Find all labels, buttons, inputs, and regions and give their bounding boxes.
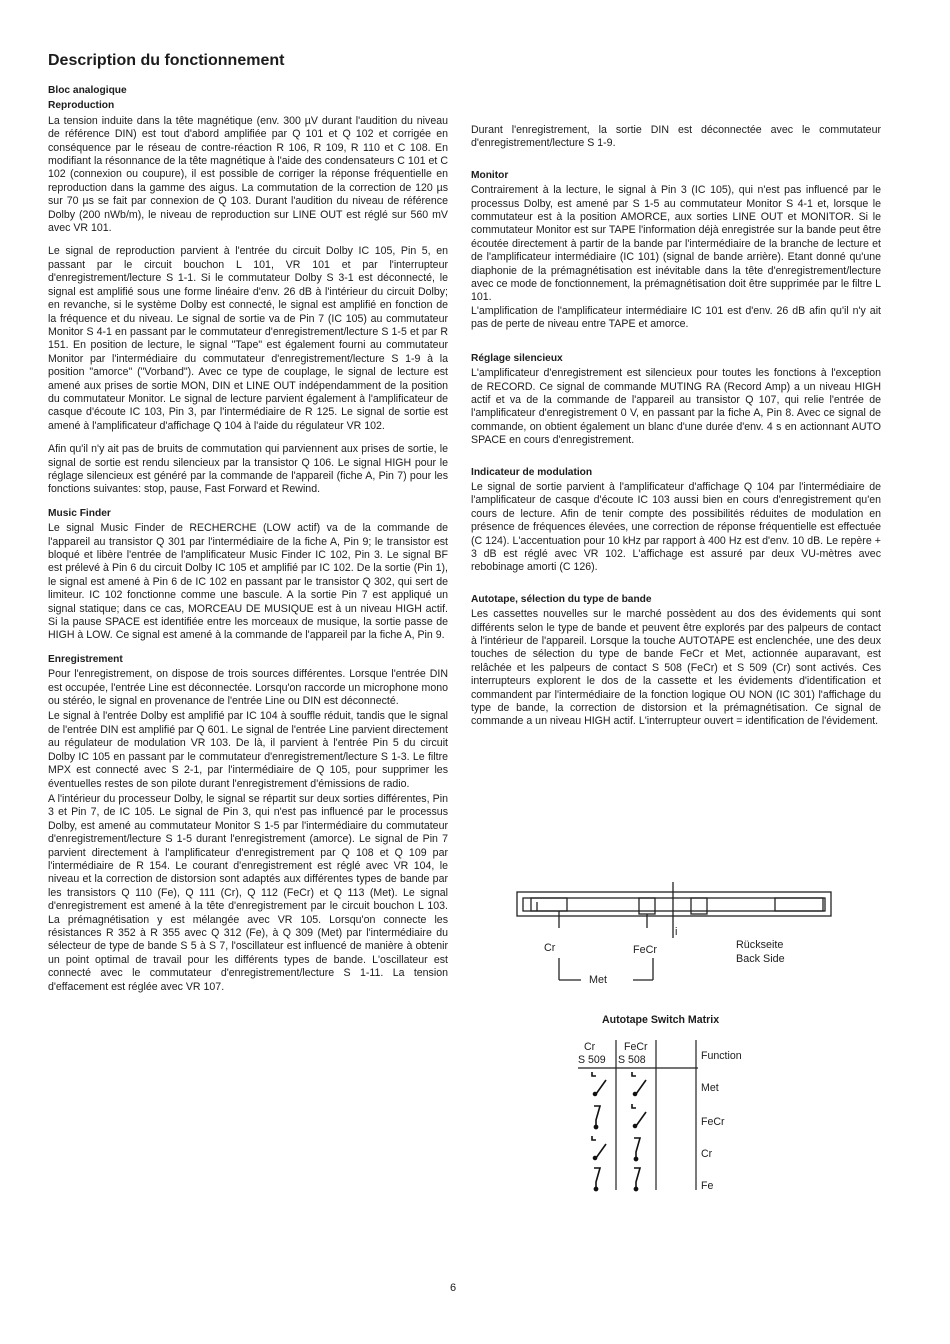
paragraph: L'amplificateur d'enregistrement est silencieux pour toutes les fonctions à l'exception de RECORD. Ce signal de commande MUTING RA (Record Amp) a un niveau HIGH actif et va de la commande de l'appareil au transistor Q 107, qui relie l'entrée de l'amplificateur d'enregistrement 0 V, en passant par la fiche A, Pin 8. Avec ce signal de commande, on obtient également un blanc d'une durée d'env. 4 s en actionnant AUTO SPACE en cours d'enregistrement. (471, 367, 881, 447)
sub-heading-monitor: Monitor (471, 169, 509, 181)
switch-symbols (592, 1072, 646, 1191)
paragraph: Le signal de sortie parvient à l'amplificateur d'affichage Q 104 par l'intermédiaire de l'amplificateur de casque d'écoute IC 103 aussi bien en cours d'enregistrement qu'en cours de lecture. Afin de tenir compte des possibilités réduites de modulation en présence de fréquences élevées, une correction de réponse fréquentielle est effectuée (C 124). L'accentuation pour 10 kHz par rapport à 400 Hz est d'env. 10 dB. Le repère + 3 dB est réglé avec VR 102. L'affichage est assuré par deux VU-mètres avec rebobinage amorti (C 126). (471, 480, 881, 574)
paragraph: Contrairement à la lecture, le signal à Pin 3 (IC 105), qui n'est pas influencé par le processus Dolby, est amené par S 1-5 au commutateur Monitor S 4-1 et, lorsque le commutateur est à la position AMORCE, aux sorties LINE OUT et MONITOR. Si le commutateur Monitor est sur TAPE l'information déjà enregistrée sur la bande peut être écoutée directement à partir de la bande par l'intermédiaire de la branche de lecture et de l'amplificateur intermédiaire (IC 101) (signal de bande arrière). Etant donné qu'une diaphonie de la prémagnétisation est inévitable dans la tête d'enregistrement/lecture avec ce mode de fonctionnement, la prémagnétisation doit être supprimée par le filtre L 101. (471, 184, 881, 304)
sub-heading-reproduction: Reproduction (48, 100, 115, 112)
paragraph: Durant l'enregistrement, la sortie DIN est déconnectée avec le commutateur d'enregistrement/lecture S 1-9. (471, 124, 881, 150)
page-title: Description du fonctionnement (48, 52, 285, 69)
paragraph: Les cassettes nouvelles sur le marché possèdent au dos des évidements qui sont différents selon le type de bande et peuvent être explorés par des palpeurs de contact à l'intérieur de l'appareil. Lorsque la touche AUTOTAPE est enclenchée, une des deux touches de sélection du type de bande FeCr et Met, actionnée auparavant, est relâchée et les palpeurs de contact S 508 (FeCr) et S 509 (Cr) sont activés. Ces interrupteurs explorent le dos de la cassette et les évidements d'identification et commandent par l'intermédiaire de la fonction logique OU NON (IC 301) l'affichage du type de bande, la correction de distorsion et la prémagnétisation. Ce signal de commande a un niveau HIGH actif. L'interrupteur ouvert = identification de l'évidement. (471, 608, 881, 728)
right-column (471, 124, 881, 739)
paragraph: Le signal de reproduction parvient à l'entrée du circuit Dolby IC 105, Pin 5, en passant par le circuit bouchon L 101, VR 101 et par l'interrupteur d'enregistrement/lecture S 1-1. Si le commutateur Dolby S 3-1 est déconnecté, le signal est amplifié sous une forme linéaire d'env. 26 dB à l'intérieur du circuit Dolby; en revanche, si le système Dolby est connecté, le signal est amplifié en fonction de la fréquence et du niveau. Le signal de sortie va de Pin 7 (IC 105) au commutateur Monitor S 4-1 en passant par le commutateur d'enregistrement/lecture S 1-5 et par R 151. En position de lecture, le signal "Tape" est également fourni au commutateur Monitor par l'intermédiaire du commutateur d'enregistrement/lecture S 1-9 à la position "amorce" ("Vorband"). Avec ce type de couplage, le signal de lecture est amené aux prises de sortie MON, DIN et LINE OUT indépendamment de la position du commutateur Monitor. Le signal de lecture parvient également à l'amplificateur de casque d'écoute IC 103, Pin 3, par l'intermédiaire de R 125. Le signal de sortie est amené à l'amplificateur d'affichage Q 104 à l'aide du régulateur VR 102. (48, 245, 448, 432)
matrix-row-function: FeCr (701, 1116, 725, 1128)
paragraph: Afin qu'il n'y ait pas de bruits de commutation qui parviennent aux prises de sortie, le signal de sortie est rendu silencieux par la transistor Q 106. Le signal HIGH pour le réglage silencieux est généré par la commande de l'appareil (fiche A, Pin 7) pour les fonctions suivantes: stop, pause, Fast Forward et Rewind. (48, 443, 448, 496)
label-back-side: Back Side (736, 953, 785, 965)
paragraph: A l'intérieur du processeur Dolby, le signal se répartit sur deux sorties différentes, Pin 3 et Pin 7, de IC 105. Le signal de Pin 3, qui n'est pas influencé par le processus Dolby, est amené au commutateur Monitor S 1-5 par l'intermédiaire du commutateur d'enregistrement/lecture S 1-5 durant l'enregistrement (amorce). Le signal de Pin 7 parvient directement à l'amplificateur d'enregistrement par Q 108 et Q 109 par l'intermédiaire de R 154. Le courant d'enregistrement est réglé avec VR 104, le niveau et la correction de distorsion sont adaptés aux différentes types de bande par les transistors Q 110 (Fe), Q 111 (Cr), Q 112 (FeCr) et Q 113 (Met). Le signal d'enregistrement est amené à la tête d'enregistrement par le circuit bouchon L 103. La prémagnétisation y est mélangée avec VR 105. Lorsqu'on connecte les résistances R 352 à R 355 avec Q 312 (Fe), à Q 309 (Met) par l'intermédiaire du sélecteur de type de bande S 5 à S 7, l'oscillateur est influencé de manière à obtenir un point optimal de travail pour les différents types de bande. L'oscillateur est connecté avec le commutateur d'enregistrement/lecture S 1-11. La tension d'effacement est réglée avec VR 107. (48, 792, 448, 993)
matrix-col-s508: S 508 (618, 1054, 646, 1066)
sub-heading-indicateur-modulation: Indicateur de modulation (471, 466, 593, 478)
section-heading-bloc-analogique: Bloc analogique (48, 85, 127, 96)
matrix-row-function: Met (701, 1082, 719, 1094)
matrix-col-cr: Cr (584, 1041, 596, 1053)
sub-heading-autotape: Autotape, sélection du type de bande (471, 593, 652, 605)
matrix-col-function: Function (701, 1050, 742, 1062)
label-met: Met (589, 974, 607, 986)
matrix-col-s509: S 509 (578, 1054, 606, 1066)
paragraph: L'amplification de l'amplificateur intermédiaire IC 101 est d'env. 26 dB afin qu'il n'y ait pas de perte de niveau entre TAPE et amorce. (471, 304, 881, 331)
label-cr: Cr (544, 942, 556, 954)
sub-heading-enregistrement: Enregistrement (48, 653, 123, 665)
cassette-back-diagram (515, 880, 835, 990)
label-fecr: FeCr (633, 944, 657, 956)
switch-matrix (578, 1032, 742, 1202)
sub-heading-reglage-silencieux: Réglage silencieux (471, 352, 563, 364)
matrix-row-function: Fe (701, 1180, 714, 1192)
matrix-row-function: Cr (701, 1148, 713, 1160)
paragraph: Le signal à l'entrée Dolby est amplifié par IC 104 à souffle réduit, tandis que le signal de l'entrée DIN est amplifié par Q 601. Le signal de l'entrée Line parvient directement au régulateur de modulation VR 103. De là, il parvient à l'entrée Pin 5 du circuit Dolby IC 105 en passant par le commutateur d'enregistrement/lecture S 1-3. Le filtre MPX est connecté avec S 2-1, par l'intermédiaire de Q 105, pour supprimer les éventuelles restes de son pilote durant l'enregistrement d'émissions de radio. (48, 710, 448, 790)
matrix-col-fecr: FeCr (624, 1041, 648, 1053)
page-number: 6 (450, 1282, 457, 1294)
paragraph: Le signal Music Finder de RECHERCHE (LOW actif) va de la commande de l'appareil au transistor Q 301 par l'intermédiaire de la fiche A, Pin 9; le transistor est bloqué et libère l'entrée de l'amplificateur Music Finder IC 102, Pin 3. Le signal BF est prélevé à Pin 6 du circuit Dolby IC 105 et amplifié par IC 102. De la sortie (Pin 1), le signal est amené à Pin 6 de IC 102 en passant par le transistor Q 302, qui sert de limiteur. IC 102 fonctionne comme une bascule. A la sortie Pin 7 est appliqué un signal statique; dans ce cas, MORCEAU DE MUSIQUE est à un niveau HIGH actif. Si la pause SPACE est identifiée entre les morceaux de musique, la sortie passe de HIGH à LOW. Ce signal est amené à la commande de l'appareil par la fiche A, Pin 9. (48, 522, 448, 642)
matrix-title: Autotape Switch Matrix (602, 1014, 720, 1026)
label-i: i (675, 926, 678, 938)
sub-heading-music-finder: Music Finder (48, 507, 111, 519)
paragraph: Pour l'enregistrement, on dispose de trois sources différentes. Lorsque l'entrée DIN est occupée, l'entrée Line est déconnectée. Lorsqu'on raccorde un microphone mono ou stéréo, le signal en provenance de l'entrée Line ou DIN est déconnecté. (48, 668, 448, 708)
label-rueckseite: Rückseite (736, 939, 784, 951)
left-column (48, 84, 448, 1004)
paragraph: La tension induite dans la tête magnétique (env. 300 µV durant l'audition du niveau de référence DIN) est tout d'abord amplifiée par Q 101 et Q 102 et corrigée en conséquence par le réseau de contre-réaction R 106, R 109, R 110 et C 108. En modifiant la résonnance de la tête magnétique à l'aide des condensateurs C 101 et C 102 (connexion ou coupure), il est possible de corriger la réponse fréquentielle en reproduction dans la gamme des aigus. La commutation de la correction de 120 µs sur 70 µs se fait par connexion de Q 103. Durant l'audition du niveau de référence Dolby (200 nWb/m), le niveau de reproduction sur LINE OUT est réglé sur 560 mV avec VR 101. (48, 114, 448, 235)
